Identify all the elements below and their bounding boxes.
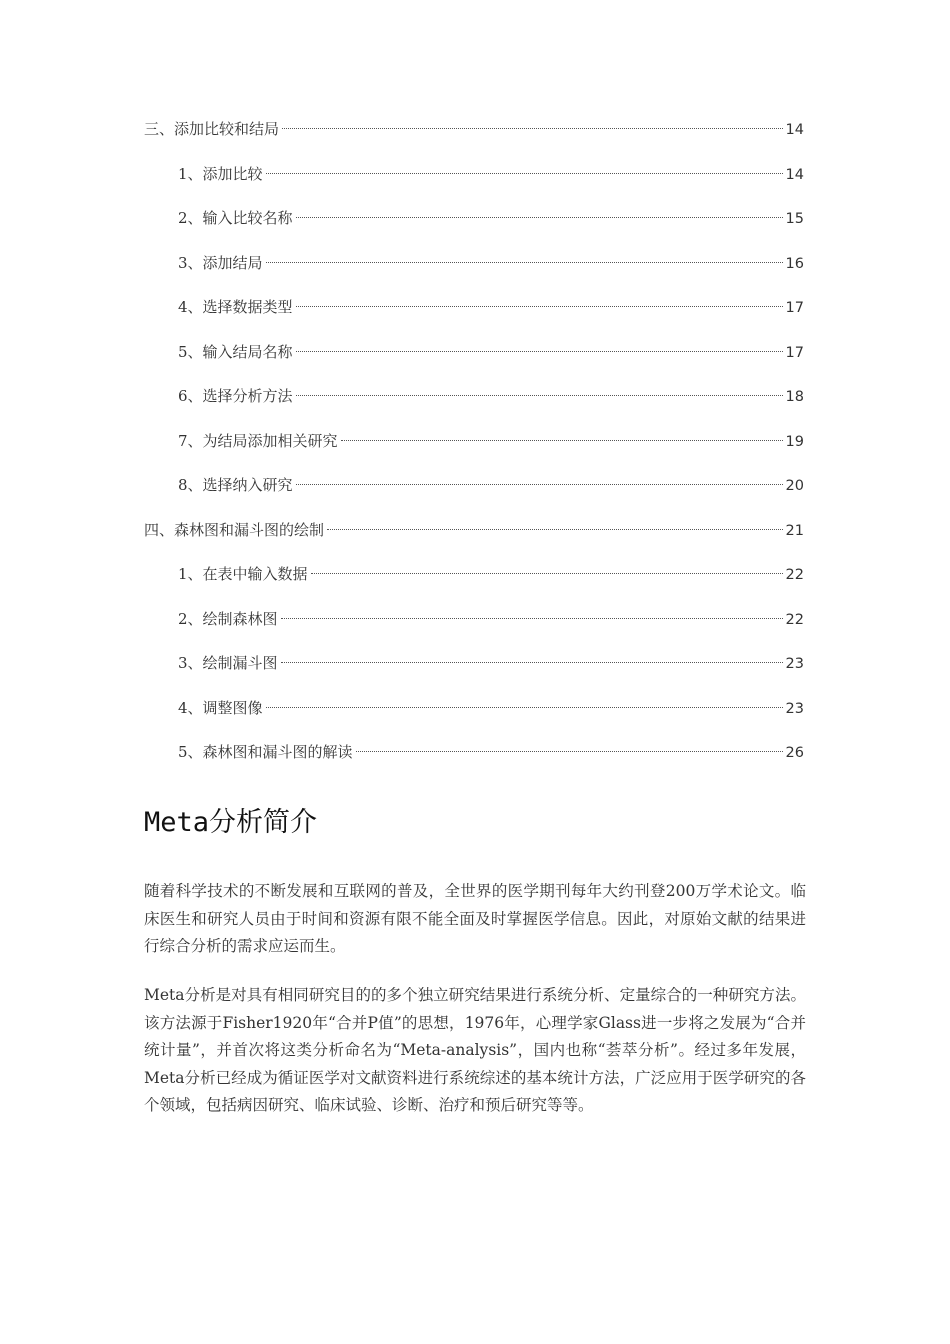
toc-entry-page: 14	[785, 122, 804, 138]
toc-entry[interactable]	[144, 294, 804, 339]
toc-dot-leader	[266, 262, 783, 263]
toc-entry[interactable]	[144, 517, 804, 562]
toc-entry[interactable]	[144, 739, 804, 784]
toc-entry-page: 17	[785, 344, 804, 361]
toc-entry[interactable]	[144, 472, 804, 517]
toc-entry[interactable]	[144, 250, 804, 295]
toc-dot-leader	[282, 128, 783, 129]
toc-entry-page: 18	[785, 389, 804, 405]
toc-dot-leader	[296, 351, 783, 352]
toc-entry-page: 21	[785, 522, 804, 539]
toc-entry-label: 3、添加结局	[178, 253, 263, 272]
toc-dot-leader	[296, 217, 783, 218]
toc-entry-page: 23	[785, 656, 804, 672]
toc-entry[interactable]	[144, 161, 804, 206]
toc-entry-label: 1、在表中输入数据	[178, 565, 308, 583]
toc-entry[interactable]	[144, 339, 804, 384]
toc-dot-leader	[296, 306, 783, 307]
toc-entry-label: 4、选择数据类型	[178, 298, 293, 316]
toc-dot-leader	[281, 662, 783, 663]
toc-entry-label: 四、森林图和漏斗图的绘制	[144, 520, 325, 539]
toc-entry-page: 22	[785, 611, 804, 628]
toc-dot-leader	[341, 440, 783, 441]
toc-entry-label: 4、调整图像	[178, 698, 263, 717]
toc-dot-leader	[296, 484, 783, 485]
toc-entry-page: 19	[785, 433, 804, 450]
toc-entry-label: 三、添加比较和结局	[144, 120, 280, 138]
toc-dot-leader	[266, 707, 783, 708]
toc-dot-leader	[281, 618, 783, 619]
table-of-contents	[144, 116, 804, 784]
toc-entry-page: 26	[785, 745, 804, 761]
toc-entry[interactable]	[144, 561, 804, 606]
toc-entry-label: 7、为结局添加相关研究	[178, 431, 338, 450]
toc-entry-label: 2、输入比较名称	[178, 209, 293, 227]
toc-entry[interactable]	[144, 428, 804, 473]
toc-entry-label: 5、输入结局名称	[178, 342, 293, 361]
toc-dot-leader	[356, 751, 783, 752]
toc-entry[interactable]	[144, 205, 804, 250]
toc-entry-page: 22	[785, 567, 804, 583]
toc-entry-page: 17	[785, 300, 804, 316]
toc-entry-label: 5、森林图和漏斗图的解读	[178, 743, 353, 761]
toc-entry-label: 1、添加比较	[178, 164, 263, 183]
body-paragraph: Meta分析是对具有相同研究目的的多个独立研究结果进行系统分析、定量综合的一种研究方法。该方法源于Fisher1920年“合并P值”的思想，1976年，心理学家Glass进一步将之发展为“合并统计量”，并首次将这类分析命名为“Meta-analysis”，国内也称“荟萃分析”。经过多年发展，Meta分析已经成为循证医学对文献资料进行系统综述的基本统计方法，广泛应用于医学研究的各个领域，包括病因研究、临床试验、诊断、治疗和预后研究等等。	[144, 986, 806, 1114]
toc-entry-page: 16	[785, 255, 804, 272]
toc-dot-leader	[327, 529, 783, 530]
toc-entry-label: 8、选择纳入研究	[178, 476, 293, 494]
toc-entry-page: 23	[785, 700, 804, 717]
toc-entry-label: 2、绘制森林图	[178, 609, 278, 628]
toc-dot-leader	[266, 173, 783, 174]
toc-entry[interactable]	[144, 383, 804, 428]
toc-dot-leader	[296, 395, 783, 396]
toc-entry[interactable]	[144, 606, 804, 651]
toc-entry-label: 6、选择分析方法	[178, 387, 293, 405]
toc-entry-page: 15	[785, 211, 804, 227]
toc-entry-page: 14	[785, 166, 804, 183]
toc-entry[interactable]	[144, 116, 804, 161]
section-heading: Meta分析简介	[144, 807, 318, 838]
toc-dot-leader	[311, 573, 783, 574]
toc-entry-page: 20	[785, 478, 804, 494]
toc-entry[interactable]	[144, 650, 804, 695]
toc-entry[interactable]	[144, 695, 804, 740]
toc-entry-label: 3、绘制漏斗图	[178, 654, 278, 672]
body-paragraph: 随着科学技术的不断发展和互联网的普及，全世界的医学期刊每年大约刊登200万学术论文。临床医生和研究人员由于时间和资源有限不能全面及时掌握医学信息。因此，对原始文献的结果进行综合分析的需求应运而生。	[144, 882, 806, 955]
